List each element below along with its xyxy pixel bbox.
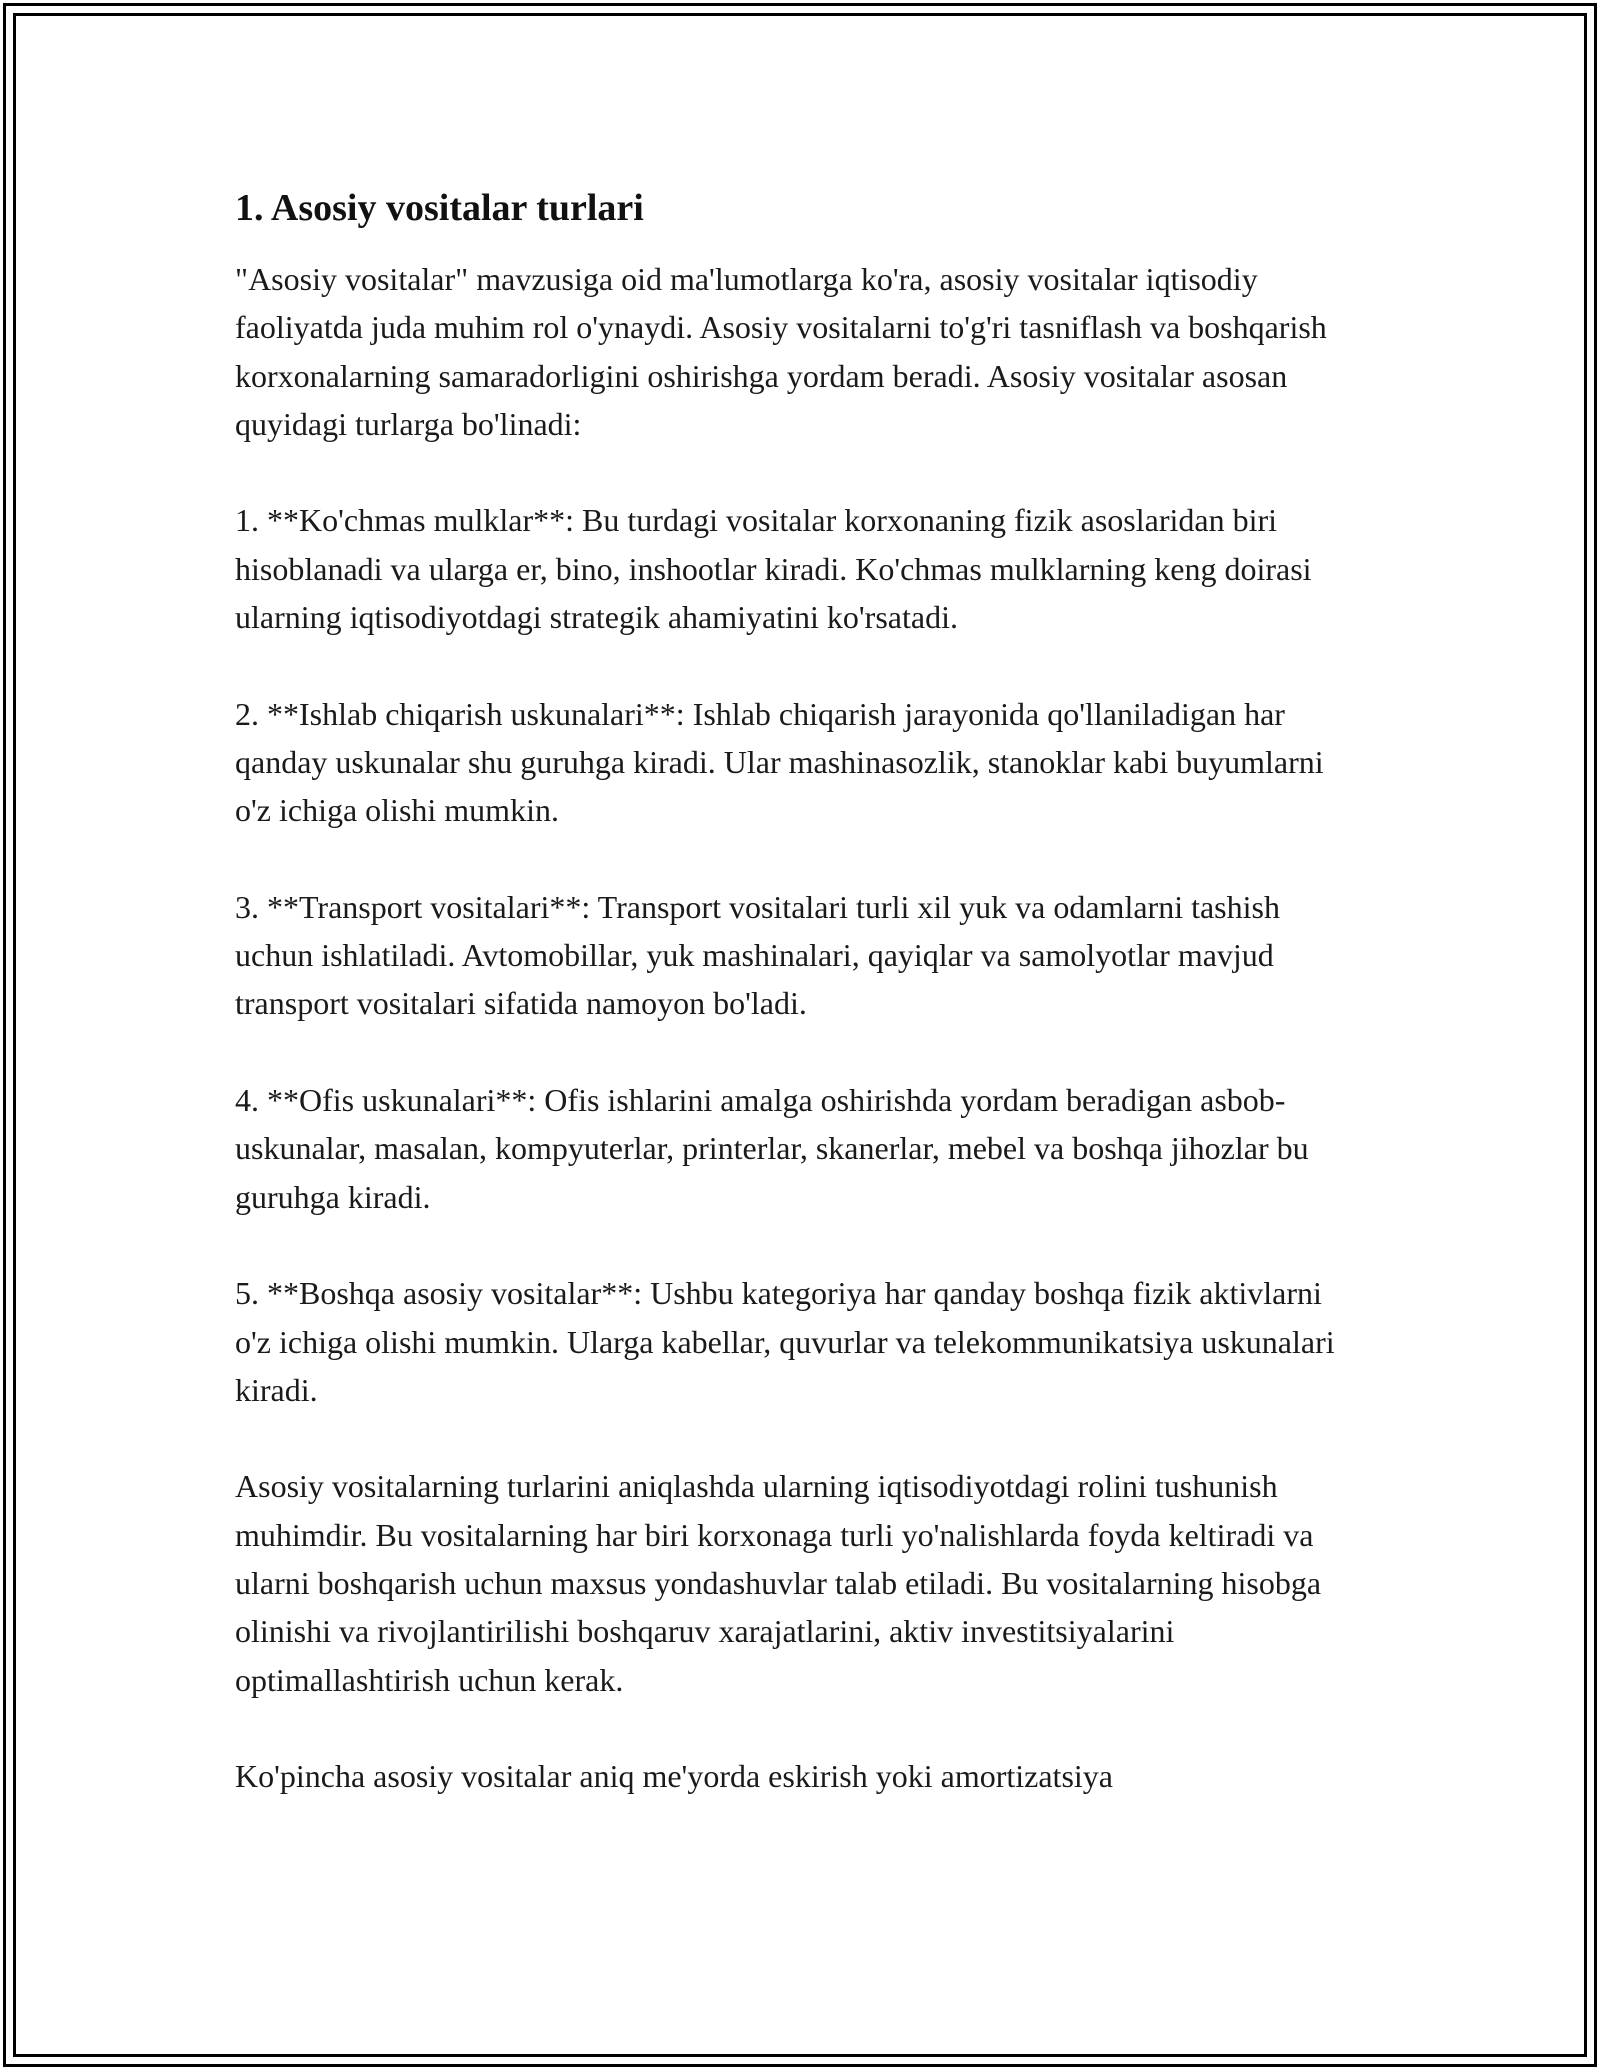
section-heading: 1. Asosiy vositalar turlari bbox=[235, 187, 644, 229]
summary-paragraph: Asosiy vositalarning turlarini aniqlashda ularning iqtisodiyotdagi rolini tushunish muhimdir. Bu vositalarning har biri korxonaga turli yo'nalishlarda foyda keltiradi va ularni boshqarish uchun maxsus yondashuvlar talab etiladi. Bu vositalarning hisobga olinishi va rivojlantirilishi boshqaruv xarajatlarini, aktiv investitsiyalarini optimallashtirish uchun kerak. bbox=[235, 1468, 1322, 1698]
intro-paragraph: "Asosiy vositalar" mavzusiga oid ma'lumotlarga ko'ra, asosiy vositalar iqtisodiy faoliyatda juda muhim rol o'ynaydi. Asosiy vositalarni to'g'ri tasniflash va boshqarish korxonalarning samaradorligini oshirishga yordam beradi. Asosiy vositalar asosan quyidagi turlarga bo'linadi: bbox=[235, 261, 1327, 442]
list-item-office-equipment: 4. **Ofis uskunalari**: Ofis ishlarini amalga oshirishda yordam beradigan asbob-uskunalar, masalan, kompyuterlar, printerlar, skanerlar, mebel va boshqa jihozlar bu guruhga kiradi. bbox=[235, 1082, 1309, 1215]
document-body bbox=[235, 185, 1365, 1801]
list-item-transport: 3. **Transport vositalari**: Transport vositalari turli xil yuk va odamlarni tashish uchun ishlatiladi. Avtomobillar, yuk mashinalari, qayiqlar va samolyotlar mavjud transport vositalari sifatida namoyon bo'ladi. bbox=[235, 888, 1280, 1022]
list-item-production-equipment: 2. **Ishlab chiqarish uskunalari**: Ishlab chiqarish jarayonida qo'llaniladigan har qanday uskunalar shu guruhga kiradi. Ular mashinasozlik, stanoklar kabi buyumlarni o'z ichiga olishi mumkin. bbox=[235, 695, 1324, 829]
closing-paragraph: Ko'pincha asosiy vositalar aniq me'yorda eskirish yoki amortizatsiya bbox=[235, 1758, 1113, 1795]
list-item-immovable-property: 1. **Ko'chmas mulklar**: Bu turdagi vositalar korxonaning fizik asoslaridan biri hisoblanadi va ularga er, bino, inshootlar kiradi. Ko'chmas mulklarning keng doirasi ularning iqtisodiyotdagi strategik ahamiyatini ko'rsatadi. bbox=[235, 502, 1312, 636]
list-item-other-assets: 5. **Boshqa asosiy vositalar**: Ushbu kategoriya har qanday boshqa fizik aktivlarni o'z ichiga olishi mumkin. Ularga kabellar, quvurlar va telekommunikatsiya uskunalari kiradi. bbox=[235, 1275, 1335, 1408]
